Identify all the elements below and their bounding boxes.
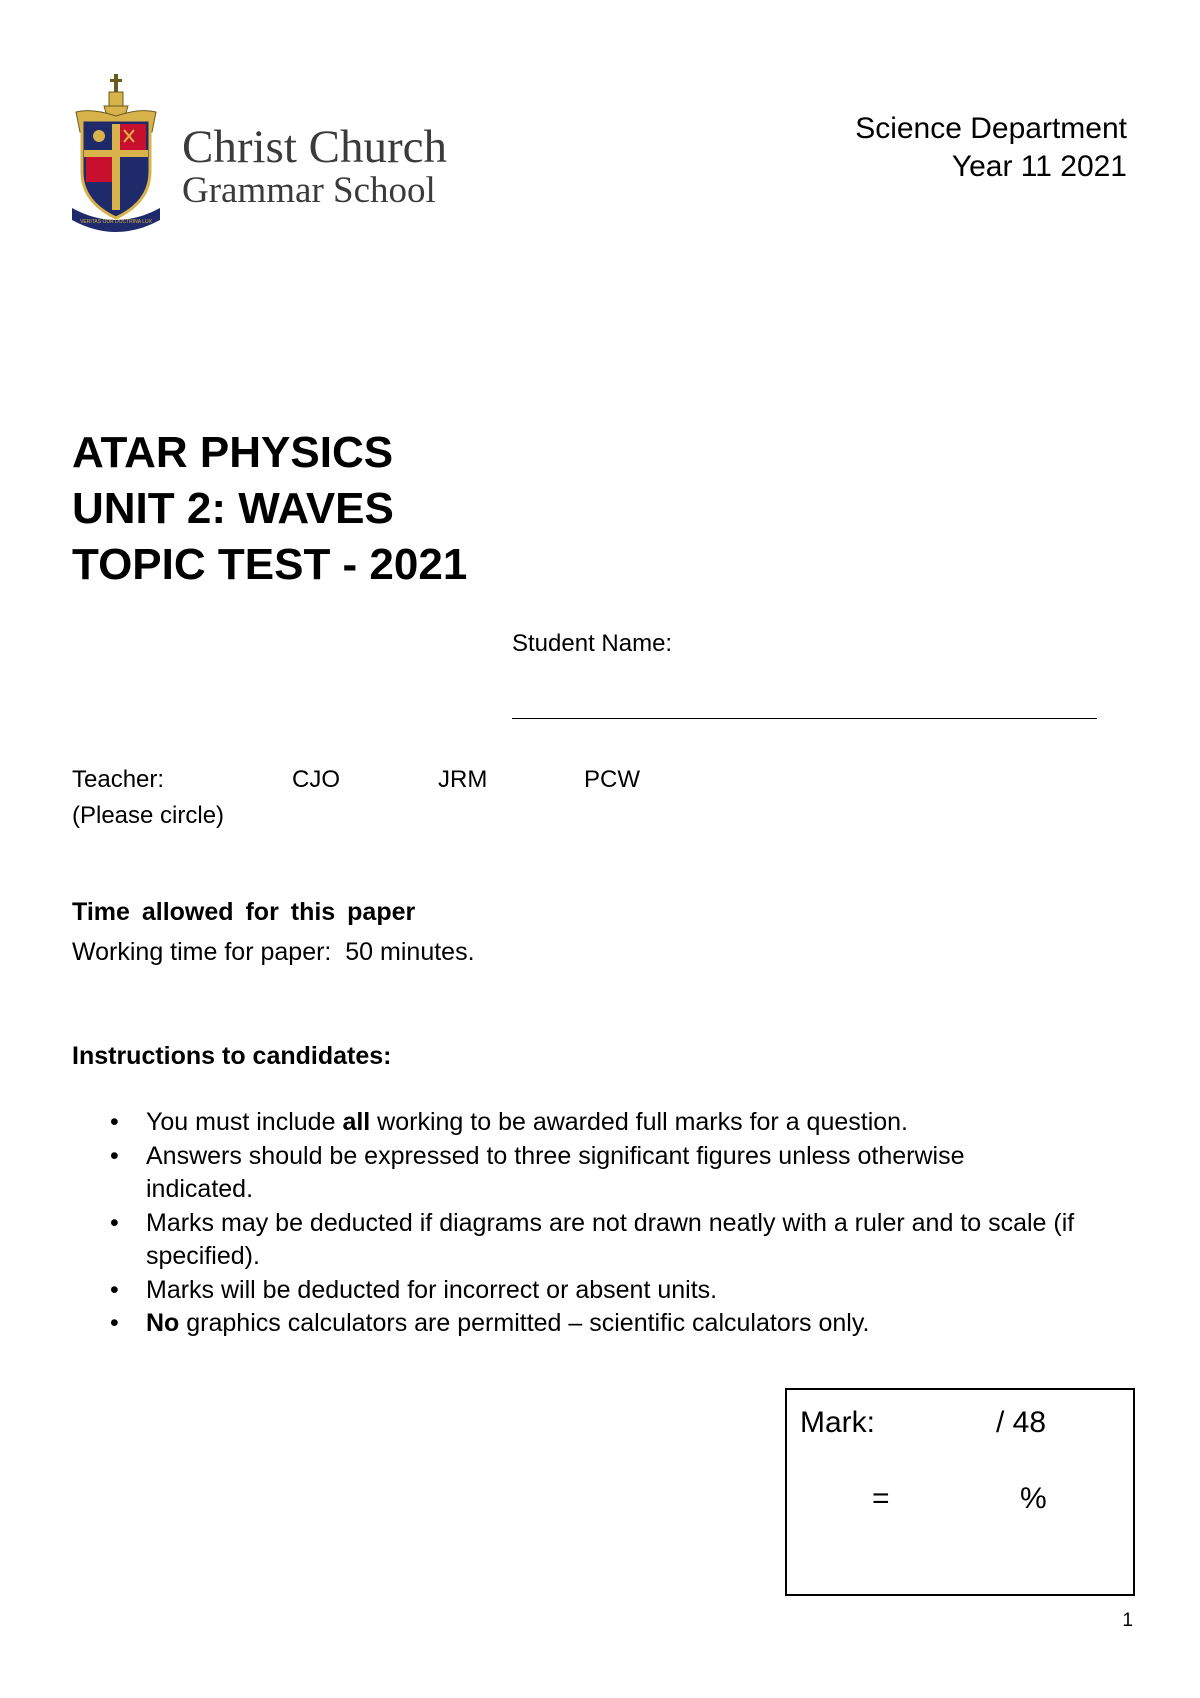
instructions-list	[110, 1106, 1110, 1341]
student-name-label: Student Name:	[512, 630, 673, 657]
teacher-label-block	[72, 762, 224, 834]
school-name-line1: Christ Church	[182, 121, 448, 173]
teacher-option-pcw[interactable]: PCW	[584, 766, 640, 793]
instruction-item: • You must include all working to be awarded full marks for a question.	[110, 1106, 1110, 1140]
test-title	[72, 425, 467, 593]
shield-icon	[82, 120, 150, 218]
mark-label: Mark:	[800, 1406, 875, 1439]
working-time	[72, 938, 475, 967]
instruction-item: • Marks may be deducted if diagrams are not drawn neatly with a ruler and to scale (if specified).	[110, 1207, 1106, 1274]
department-block	[855, 110, 1127, 186]
teacher-option-cjo[interactable]: CJO	[292, 766, 340, 793]
mark-equals: =	[872, 1482, 890, 1515]
school-name-line2: Grammar School	[182, 170, 436, 211]
title-line-3: TOPIC TEST - 2021	[72, 540, 468, 589]
teacher-note: (Please circle)	[72, 802, 225, 829]
page-number: 1	[1122, 1610, 1133, 1631]
teacher-option-jrm[interactable]: JRM	[438, 766, 488, 793]
svg-text:VERITAS OUR DOCTRINA LUX: VERITAS OUR DOCTRINA LUX	[80, 219, 152, 225]
time-heading: Time allowed for this paper	[72, 898, 416, 926]
title-line-1: ATAR PHYSICS	[72, 428, 394, 477]
instructions-heading: Instructions to candidates:	[72, 1042, 392, 1070]
mark-total: / 48	[996, 1406, 1047, 1439]
instruction-item: • Marks will be deducted for incorrect or absent units.	[110, 1274, 1110, 1308]
department-name: Science Department	[855, 112, 1127, 145]
working-time-value: 50 minutes.	[345, 938, 475, 966]
instruction-item: • No graphics calculators are permitted – scientific calculators only.	[110, 1307, 1110, 1341]
year-label: Year 11 2021	[951, 150, 1127, 183]
title-line-2: UNIT 2: WAVES	[72, 484, 394, 533]
crown-icon	[104, 74, 128, 116]
working-time-label: Working time for paper:	[72, 938, 332, 966]
teacher-label: Teacher:	[72, 766, 165, 793]
mark-percent: %	[1020, 1482, 1047, 1515]
instruction-item: • Answers should be expressed to three significant figures unless otherwise indicated.	[110, 1140, 1046, 1207]
student-name-field[interactable]	[512, 718, 1097, 719]
